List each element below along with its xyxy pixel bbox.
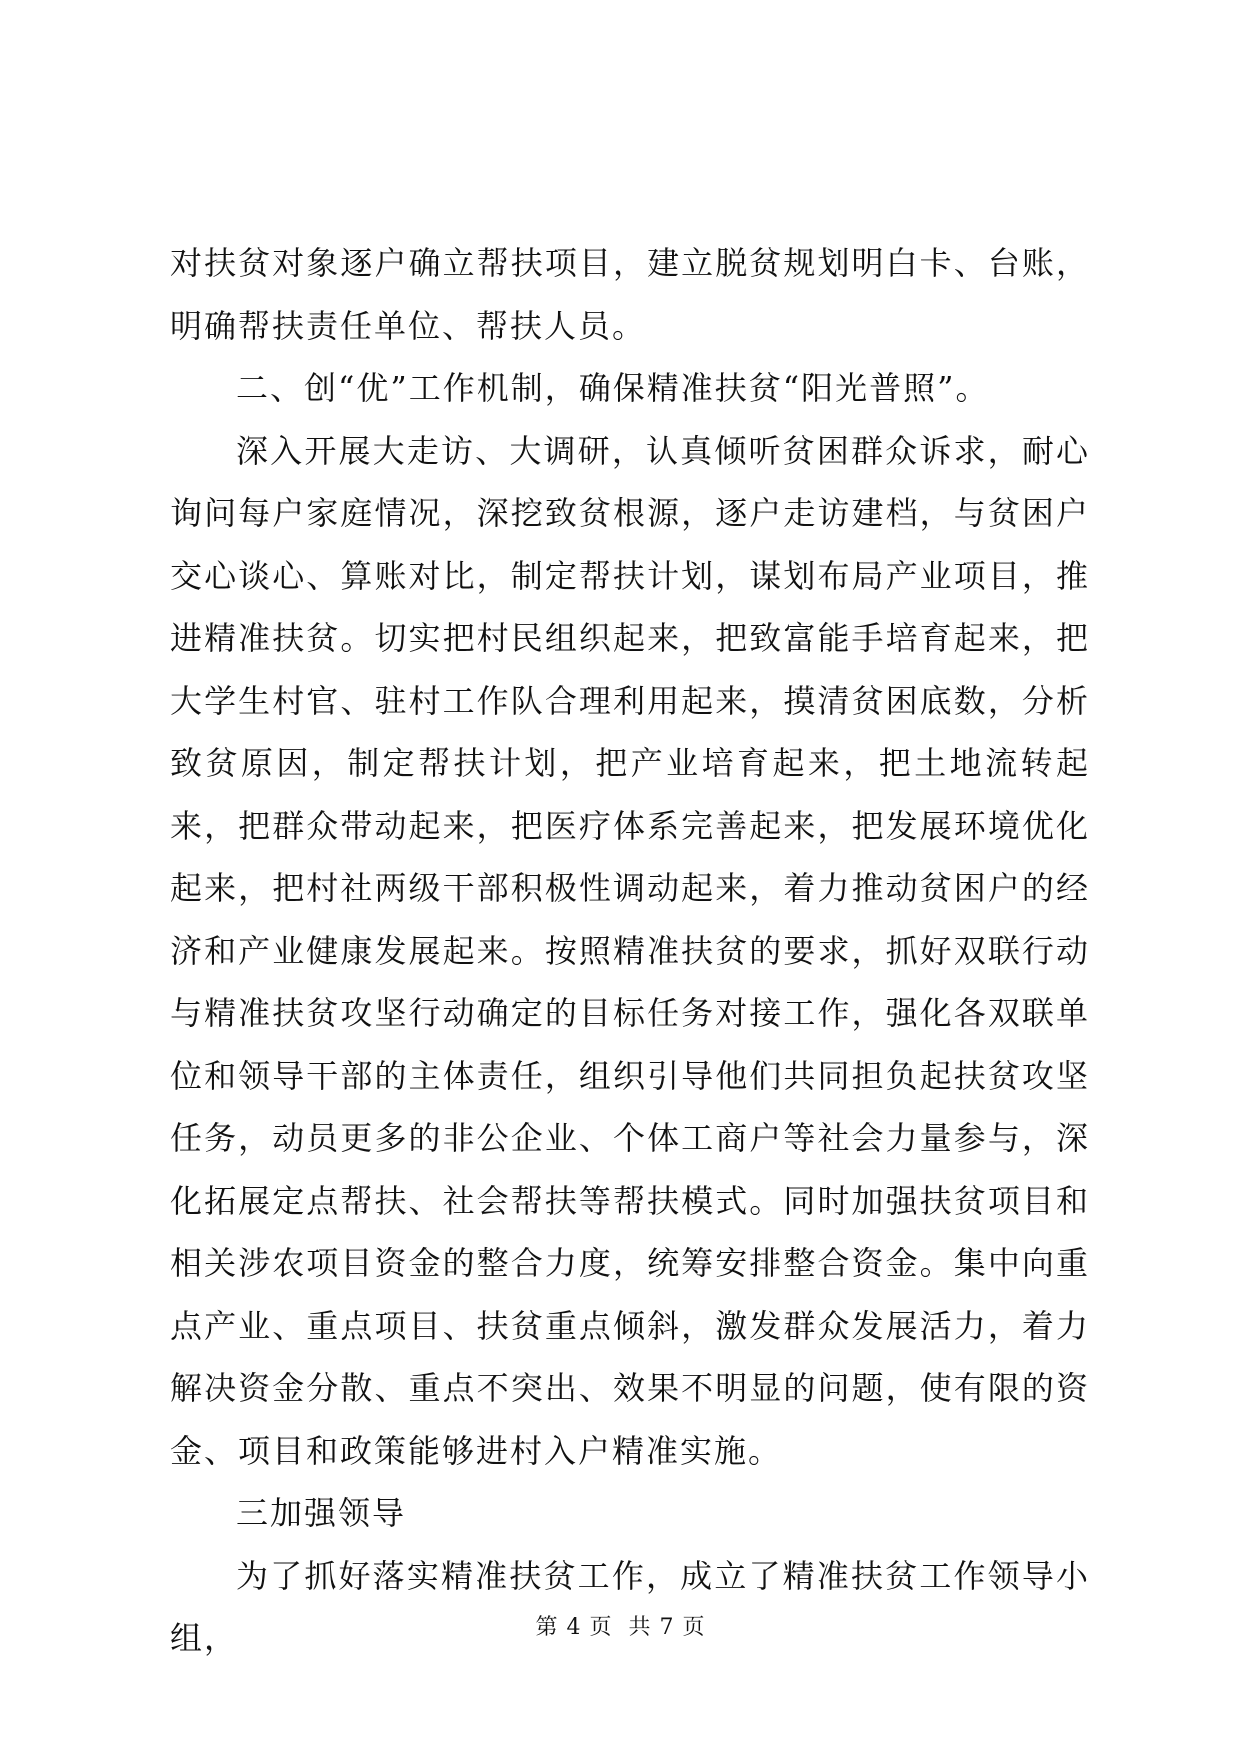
paragraph-3: 深入开展大走访、大调研，认真倾听贫困群众诉求，耐心询问每户家庭情况，深挖致贫根源，逐户走访建档，与贫困户交心谈心、算账对比，制定帮扶计划，谋划布局产业项目，推进精准扶贫。切实把村民组织起来，把致富能手培育起来，把大学生村官、驻村工作队合理利用起来，摸清贫困底数，分析致贫原因，制定帮扶计划，把产业培育起来，把土地流转起来，把群众带动起来，把医疗体系完善起来，把发展环境优化起来，把村社两级干部积极性调动起来，着力推动贫困户的经济和产业健康发展起来。按照精准扶贫的要求，抓好双联行动与精准扶贫攻坚行动确定的目标任务对接工作，强化各双联单位和领导干部的主体责任，组织引导他们共同担负起扶贫攻坚任务，动员更多的非公企业、个体工商户等社会力量参与，深化拓展定点帮扶、社会帮扶等帮扶模式。同时加强扶贫项目和相关涉农项目资金的整合力度，统筹安排整合资金。集中向重点产业、重点项目、扶贫重点倾斜，激发群众发展活力，着力解决资金分散、重点不突出、效果不明显的问题，使有限的资金、项目和政策能够进村入户精准实施。 (170, 431, 1090, 1470)
page-footer (0, 1610, 1241, 1641)
section-heading-3: 三加强领导 (236, 1494, 407, 1532)
page-number-label: 第 4 页 共 7 页 (535, 1615, 706, 1640)
section-heading-2: 二、创“优”工作机制，确保精准扶贫“阳光普照”。 (236, 369, 990, 407)
paragraph-5: 为了抓好落实精准扶贫工作，成立了精准扶贫工作领导小组， (170, 1556, 1090, 1657)
document-body (170, 232, 1090, 1670)
paragraph-1: 对扶贫对象逐户确立帮扶项目，建立脱贫规划明白卡、台账，明确帮扶责任单位、帮扶人员。 (170, 244, 1090, 345)
